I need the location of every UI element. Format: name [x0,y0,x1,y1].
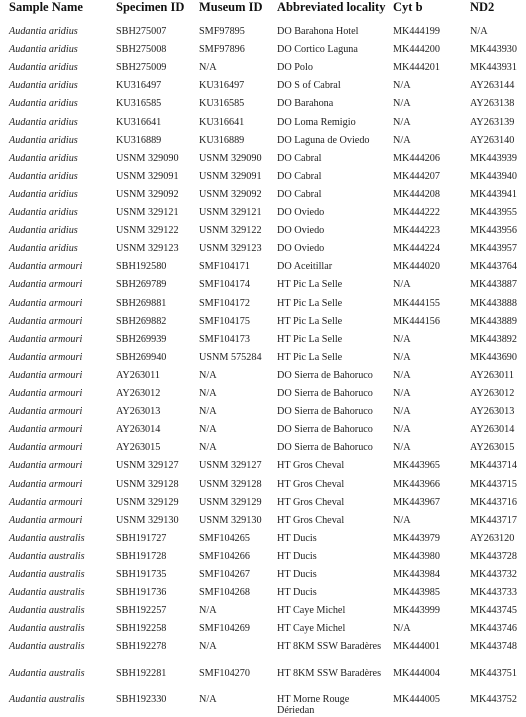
cell-nd2: AY263139 [470,116,515,128]
cell-sample-name: Audantia australis [9,693,85,705]
cell-museum-id: N/A [199,693,217,705]
cell-nd2: MK443888 [470,297,517,309]
cell-sample-name: Audantia aridius [9,188,78,200]
cell-specimen-id: SBH269939 [116,333,167,345]
cell-locality: DO Sierra de Bahoruco [277,424,373,436]
cell-sample-name: Audantia armouri [9,333,83,345]
cell-cyt-b: MK443966 [393,478,440,490]
cell-specimen-id: USNM 329091 [116,170,179,182]
cell-nd2: MK443745 [470,605,517,617]
cell-specimen-id: SBH192281 [116,667,167,679]
cell-sample-name: Audantia australis [9,605,85,617]
cell-sample-name: Audantia aridius [9,243,78,255]
cell-specimen-id: SBH275007 [116,26,167,37]
cell-museum-id: SMF104172 [199,297,250,309]
cell-locality: DO Oviedo [277,243,325,255]
column-header-museum-id: Museum ID [199,0,263,14]
cell-nd2: MK443714 [470,460,517,472]
cell-specimen-id: SBH269881 [116,297,167,309]
column-header-nd2: ND2 [470,0,495,14]
cell-nd2: MK443751 [470,667,517,679]
cell-nd2: AY263014 [470,424,515,436]
cell-specimen-id: USNM 329130 [116,514,179,526]
cell-cyt-b: MK444200 [393,44,440,56]
cell-nd2: MK443956 [470,225,517,237]
cell-sample-name: Audantia aridius [9,225,78,237]
cell-nd2: MK443931 [470,62,517,74]
cell-museum-id: USNM 329122 [199,225,262,237]
cell-sample-name: Audantia australis [9,641,85,653]
cell-locality: DO Polo [277,62,313,74]
cell-nd2: MK443955 [470,207,517,218]
cell-specimen-id: AY263011 [116,369,160,381]
cell-specimen-id: SBH191728 [116,550,167,562]
cell-specimen-id: KU316889 [116,134,162,146]
cell-nd2: MK443690 [470,351,517,363]
cell-cyt-b: MK443984 [393,569,440,580]
cell-nd2: MK443941 [470,188,517,200]
cell-cyt-b: N/A [393,623,411,635]
cell-specimen-id: SBH269940 [116,351,167,363]
cell-locality: DO Sierra de Bahoruco [277,388,373,399]
cell-cyt-b: N/A [393,80,411,92]
cell-nd2: MK443887 [470,279,517,291]
cell-nd2: AY263015 [470,442,515,454]
cell-museum-id: USNM 575284 [199,351,262,363]
cell-cyt-b: MK443985 [393,587,440,599]
cell-cyt-b: N/A [393,514,411,526]
cell-specimen-id: AY263014 [116,424,161,436]
cell-cyt-b: MK444222 [393,207,440,218]
cell-specimen-id: AY263012 [116,388,161,399]
cell-museum-id: USNM 329090 [199,152,262,164]
cell-sample-name: Audantia armouri [9,279,83,291]
cell-sample-name: Audantia australis [9,667,85,679]
cell-museum-id: SMF104174 [199,279,250,291]
cell-locality: DO Oviedo [277,207,325,218]
cell-locality: HT Pic La Selle [277,297,343,309]
cell-museum-id: USNM 329092 [199,188,262,200]
cell-cyt-b: N/A [393,333,411,345]
cell-locality: DO Sierra de Bahoruco [277,369,373,381]
cell-specimen-id: KU316497 [116,80,162,92]
cell-nd2: MK443764 [470,261,517,273]
cell-sample-name: Audantia armouri [9,297,83,309]
cell-museum-id: KU316889 [199,134,245,146]
cell-nd2: MK443716 [470,496,517,508]
cell-specimen-id: SBH192258 [116,623,167,635]
cell-sample-name: Audantia armouri [9,351,83,363]
cell-cyt-b: MK443999 [393,605,440,617]
cell-cyt-b: N/A [393,424,411,436]
cell-locality: HT Caye Michel [277,623,346,635]
cell-locality: HT Pic La Selle [277,333,343,345]
cell-nd2: MK443939 [470,152,517,164]
cell-cyt-b: N/A [393,351,411,363]
cell-locality: HT Ducis [277,569,317,580]
cell-cyt-b: MK444223 [393,225,440,237]
cell-museum-id: SMF104171 [199,261,250,273]
cell-nd2: MK443892 [470,333,517,345]
cell-sample-name: Audantia aridius [9,44,78,56]
cell-cyt-b: N/A [393,369,411,381]
cell-sample-name: Audantia aridius [9,116,78,128]
cell-locality: DO Sierra de Bahoruco [277,442,373,454]
cell-museum-id: N/A [199,388,217,399]
cell-nd2: N/A [470,26,488,37]
cell-sample-name: Audantia aridius [9,134,78,146]
cell-sample-name: Audantia australis [9,587,85,599]
cell-specimen-id: SBH269789 [116,279,167,291]
cell-specimen-id: SBH192278 [116,641,167,653]
cell-cyt-b: N/A [393,388,411,399]
cell-cyt-b: MK444207 [393,170,440,182]
cell-museum-id: USNM 329129 [199,496,262,508]
cell-specimen-id: SBH192330 [116,693,167,705]
cell-cyt-b: MK444005 [393,693,440,705]
column-header-sample-name: Sample Name [9,0,83,14]
cell-nd2: AY263120 [470,532,515,544]
cell-sample-name: Audantia aridius [9,98,78,110]
cell-nd2: AY263011 [470,369,514,381]
cell-sample-name: Audantia armouri [9,424,83,436]
cell-locality: DO Barahona Hotel [277,26,359,37]
cell-sample-name: Audantia armouri [9,261,83,273]
cell-specimen-id: USNM 329123 [116,243,179,255]
cell-sample-name: Audantia armouri [9,442,83,454]
cell-locality: DO Cabral [277,170,322,182]
cell-nd2: MK443930 [470,44,517,56]
cell-museum-id: SMF104265 [199,532,250,544]
cell-nd2: MK443940 [470,170,517,182]
cell-museum-id: SMF97895 [199,26,245,37]
cell-museum-id: USNM 329091 [199,170,262,182]
cell-cyt-b: N/A [393,98,411,110]
cell-specimen-id: SBH191727 [116,532,167,544]
cell-sample-name: Audantia australis [9,550,85,562]
cell-museum-id: USNM 329128 [199,478,262,490]
cell-museum-id: N/A [199,369,217,381]
cell-museum-id: SMF104269 [199,623,250,635]
cell-cyt-b: MK444156 [393,315,440,327]
cell-museum-id: KU316585 [199,98,245,110]
cell-museum-id: USNM 329123 [199,243,262,255]
cell-museum-id: SMF104267 [199,569,250,580]
cell-nd2: AY263138 [470,98,515,110]
cell-museum-id: USNM 329127 [199,460,262,472]
cell-sample-name: Audantia armouri [9,388,83,399]
cell-locality: DO Loma Remigio [277,116,356,128]
cell-museum-id: SMF104266 [199,550,250,562]
cell-sample-name: Audantia australis [9,569,85,580]
cell-nd2: MK443748 [470,641,517,653]
cell-nd2: AY263144 [470,80,515,92]
cell-specimen-id: USNM 329092 [116,188,179,200]
cell-specimen-id: SBH191735 [116,569,167,580]
cell-locality: HT Caye Michel [277,605,346,617]
cell-cyt-b: MK444206 [393,152,440,164]
cell-locality: DO S of Cabral [277,80,341,92]
cell-locality: HT Gros Cheval [277,496,345,508]
cell-museum-id: SMF104268 [199,587,250,599]
cell-cyt-b: N/A [393,442,411,454]
cell-nd2: MK443746 [470,623,517,635]
cell-locality: DO Cabral [277,152,322,164]
cell-cyt-b: MK443979 [393,532,440,544]
cell-nd2: MK443728 [470,550,517,562]
column-header-cyt-b: Cyt b [393,0,423,14]
cell-cyt-b: MK444155 [393,297,440,309]
cell-specimen-id: AY263013 [116,406,161,418]
cell-sample-name: Audantia armouri [9,514,83,526]
cell-nd2: MK443752 [470,693,517,705]
cell-nd2: MK443957 [470,243,517,255]
cell-nd2: MK443733 [470,587,517,599]
cell-cyt-b: MK443965 [393,460,440,472]
cell-nd2: AY263012 [470,388,515,399]
cell-nd2: AY263140 [470,134,515,146]
cell-locality: HT Pic La Selle [277,315,343,327]
cell-locality: HT Morne Rouge Dériedan [277,693,350,717]
cell-museum-id: SMF104175 [199,315,250,327]
cell-specimen-id: USNM 329090 [116,152,179,164]
cell-specimen-id: SBH191736 [116,587,167,599]
cell-specimen-id: USNM 329122 [116,225,179,237]
cell-cyt-b: MK443980 [393,550,440,562]
cell-locality: DO Cortico Laguna [277,44,358,56]
cell-museum-id: USNM 329121 [199,207,262,218]
cell-cyt-b: MK444020 [393,261,440,273]
cell-cyt-b: MK444199 [393,26,440,37]
cell-cyt-b: N/A [393,406,411,418]
cell-specimen-id: SBH192580 [116,261,167,273]
cell-cyt-b: MK443967 [393,496,440,508]
cell-nd2: MK443715 [470,478,517,490]
cell-locality: HT 8KM SSW Baradères [277,641,382,653]
cell-sample-name: Audantia armouri [9,406,83,418]
cell-locality: HT 8KM SSW Baradères [277,667,382,679]
cell-locality: DO Sierra de Bahoruco [277,406,373,418]
cell-locality: HT Gros Cheval [277,514,345,526]
cell-specimen-id: AY263015 [116,442,161,454]
cell-locality: HT Ducis [277,532,317,544]
cell-locality: HT Gros Cheval [277,478,345,490]
cell-specimen-id: SBH275008 [116,44,167,56]
cell-museum-id: SMF104173 [199,333,250,345]
cell-museum-id: SMF104270 [199,667,250,679]
cell-sample-name: Audantia aridius [9,152,78,164]
cell-cyt-b: N/A [393,116,411,128]
cell-locality: DO Laguna de Oviedo [277,134,370,146]
cell-sample-name: Audantia australis [9,623,85,635]
column-header-locality: Abbreviated locality [277,0,386,14]
cell-museum-id: N/A [199,62,217,74]
cell-museum-id: N/A [199,442,217,454]
cell-nd2: MK443717 [470,514,517,526]
cell-specimen-id: KU316585 [116,98,162,110]
cell-museum-id: USNM 329130 [199,514,262,526]
cell-sample-name: Audantia armouri [9,496,83,508]
cell-specimen-id: USNM 329128 [116,478,179,490]
cell-museum-id: N/A [199,424,217,436]
cell-museum-id: SMF97896 [199,44,245,56]
cell-locality: DO Oviedo [277,225,325,237]
cell-locality: DO Cabral [277,188,322,200]
cell-locality: HT Pic La Selle [277,279,343,291]
cell-sample-name: Audantia aridius [9,80,78,92]
cell-sample-name: Audantia armouri [9,369,83,381]
cell-museum-id: N/A [199,641,217,653]
cell-cyt-b: N/A [393,279,411,291]
cell-specimen-id: SBH269882 [116,315,167,327]
cell-sample-name: Audantia armouri [9,478,83,490]
cell-cyt-b: MK444224 [393,243,440,255]
cell-nd2: MK443732 [470,569,517,580]
cell-sample-name: Audantia armouri [9,460,83,472]
cell-sample-name: Audantia aridius [9,170,78,182]
cell-nd2: AY263013 [470,406,515,418]
cell-specimen-id: USNM 329129 [116,496,179,508]
cell-specimen-id: SBH192257 [116,605,167,617]
cell-locality: HT Gros Cheval [277,460,345,472]
cell-sample-name: Audantia aridius [9,26,78,37]
cell-museum-id: KU316497 [199,80,245,92]
cell-locality: HT Ducis [277,587,317,599]
cell-locality: DO Barahona [277,98,334,110]
cell-sample-name: Audantia australis [9,532,85,544]
cell-cyt-b: MK444004 [393,667,440,679]
cell-museum-id: KU316641 [199,116,245,128]
cell-nd2: MK443889 [470,315,517,327]
cell-locality: HT Ducis [277,550,317,562]
cell-specimen-id: USNM 329127 [116,460,179,472]
cell-specimen-id: KU316641 [116,116,162,128]
cell-cyt-b: N/A [393,134,411,146]
cell-specimen-id: SBH275009 [116,62,167,74]
cell-sample-name: Audantia aridius [9,62,78,74]
column-header-specimen-id: Specimen ID [116,0,185,14]
cell-cyt-b: MK444208 [393,188,440,200]
cell-locality: DO Aceitillar [277,261,333,273]
cell-specimen-id: USNM 329121 [116,207,179,218]
cell-museum-id: N/A [199,605,217,617]
cell-sample-name: Audantia armouri [9,315,83,327]
cell-cyt-b: MK444201 [393,62,440,74]
cell-cyt-b: MK444001 [393,641,440,653]
cell-museum-id: N/A [199,406,217,418]
cell-sample-name: Audantia aridius [9,207,78,218]
cell-locality: HT Pic La Selle [277,351,343,363]
